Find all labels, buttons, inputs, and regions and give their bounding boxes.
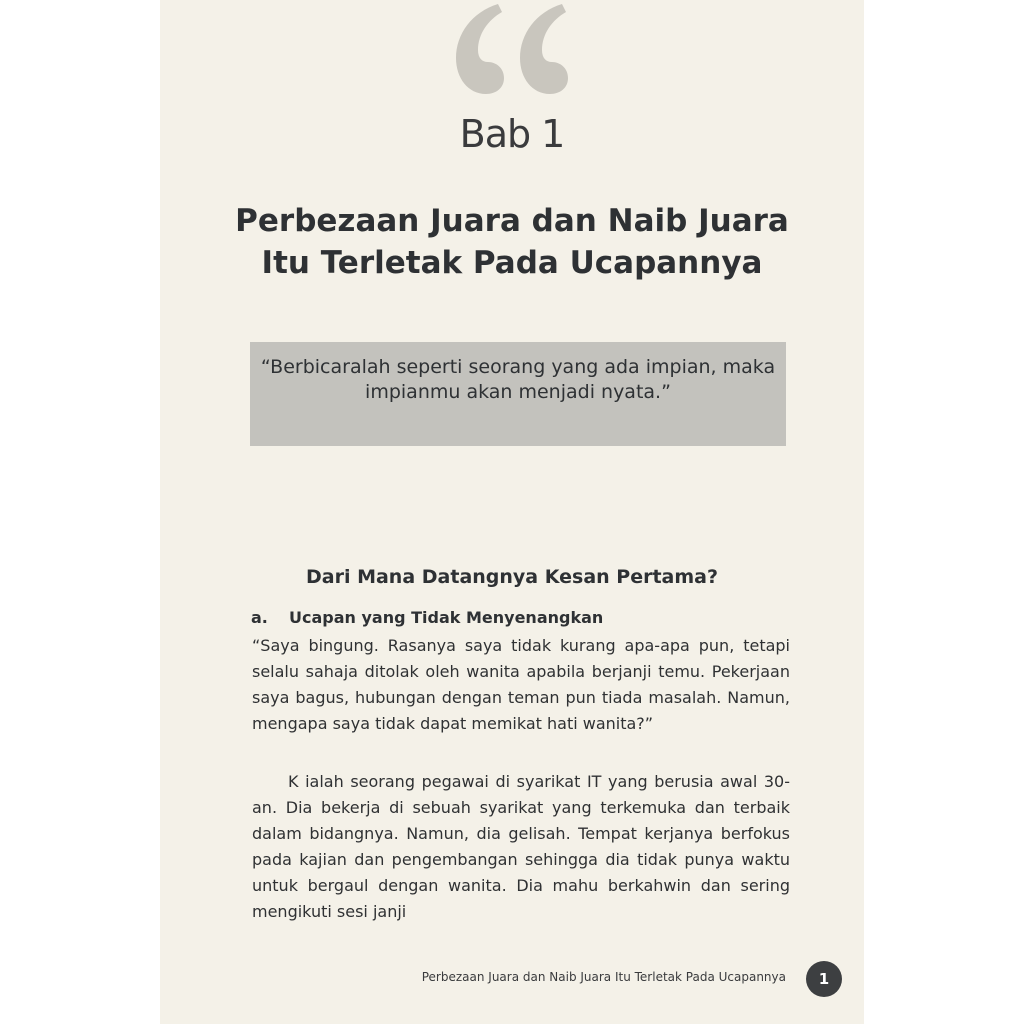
book-page xyxy=(160,0,864,1024)
subsection-title: Ucapan yang Tidak Menyenangkan xyxy=(289,608,604,627)
chapter-label: Bab 1 xyxy=(459,112,565,156)
quote-mark-icon xyxy=(450,0,580,100)
epigraph-quote: “Berbicaralah seperti seorang yang ada impian, maka impianmu akan menjadi nyata.” xyxy=(260,356,776,403)
body-paragraph-1: “Saya bingung. Rasanya saya tidak kurang apa-apa pun, tetapi selalu sahaja ditolak oleh wanita apabila berjanji temu. Pekerjaan saya bagus, hubungan dengan teman pun tiada masalah. Namun, mengapa saya tidak dapat memikat hati wanita?” xyxy=(252,636,790,733)
chapter-title: Perbezaan Juara dan Naib Juara Itu Terletak Pada Ucapannya xyxy=(235,203,789,281)
subsection-heading xyxy=(251,608,603,627)
running-footer-title: Perbezaan Juara dan Naib Juara Itu Terletak Pada Ucapannya xyxy=(421,970,786,984)
epigraph-box xyxy=(250,342,786,446)
page-number-badge: 1 xyxy=(806,961,842,997)
section-heading: Dari Mana Datangnya Kesan Pertama? xyxy=(305,566,719,588)
body-paragraph-2: K ialah seorang pegawai di syarikat IT yang berusia awal 30-an. Dia bekerja di sebuah syarikat yang terkemuka dan terbaik dalam bidangnya. Namun, dia gelisah. Tempat kerjanya berfokus pada kajian dan pengembangan sehingga dia tidak punya waktu untuk bergaul dengan wanita. Dia mahu berkahwin dan sering mengikuti sesi janji xyxy=(252,772,790,921)
subsection-letter: a. xyxy=(251,608,268,627)
